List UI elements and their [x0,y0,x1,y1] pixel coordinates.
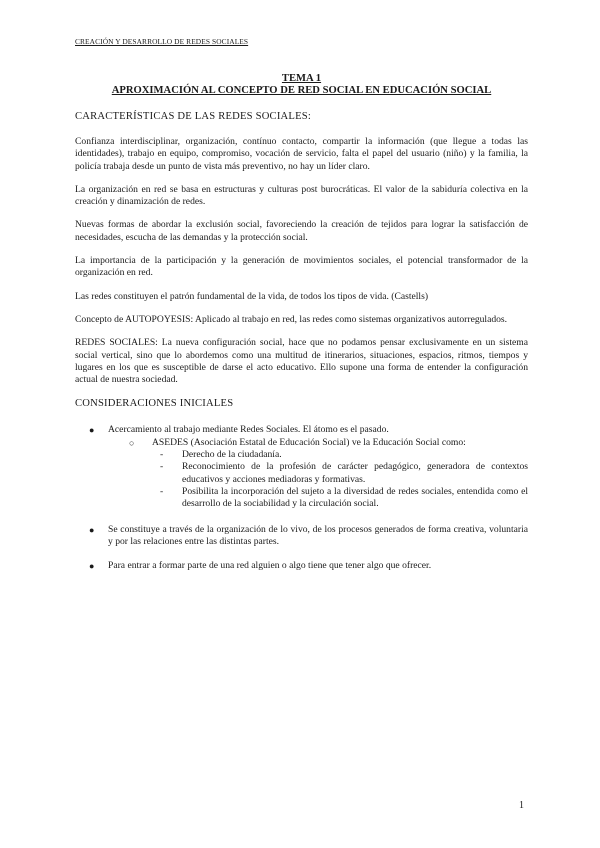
considerations-list [75,424,528,572]
page-number: 1 [519,800,524,811]
paragraph: Confianza interdisciplinar, organización, contínuo contacto, compartir la información (que llegue a todas las identidades), trabajo en equipo, compromiso, vocación de servicio, falta el papel del usuario (niño) y la familia, la policía trabaja desde un punto de vista más preventivo, no hay un líder claro. [75,136,528,172]
paragraph: REDES SOCIALES: La nueva configuración social, hace que no podamos pensar exclusivamente en un sistema social vertical, sino que lo abordemos como una multitud de itinerarios, situaciones, espacios, ritmos, tiempos y lugares en los que es susceptible de darse el acto educativo. Ello supone una forma de entender la configuración actual de nuestra sociedad. [75,337,528,386]
bullet-dot-icon: ● [89,524,95,535]
dash-item-text: Derecho de la ciudadanía. [182,449,282,461]
dash-item [152,486,528,511]
dash-icon: - [160,485,164,497]
paragraph: La organización en red se basa en estructuras y culturas post burocráticas. El valor de la sabiduría colectiva en la creación y dinamización de redes. [75,183,528,208]
page-content [75,73,528,572]
list-item-text: Se constituye a través de la organización de lo vivo, de los procesos generados de forma creativa, voluntaria y por las relaciones entre las distintas partes. [108,523,528,547]
paragraph: La importancia de la participación y la generación de movimientos sociales, el potencial transformador de la organización en red. [75,255,528,279]
dash-list [152,449,528,510]
dash-icon: - [160,461,164,473]
sub-list-item-text: ASEDES (Asociación Estatal de Educación Social) ve la Educación Social como: [152,436,466,448]
circle-bullet-icon: ○ [129,437,135,448]
paragraph: Las redes constituyen el patrón fundamental de la vida, de todos los tipos de vida. (Castells) [75,290,429,302]
paragraph: Concepto de AUTOPOYESIS: Aplicado al trabajo en red, las redes como sistemas organizativos autorregulados. [75,313,508,325]
section-heading-initial-considerations: CONSIDERACIONES INICIALES [75,398,234,410]
topic-title: APROXIMACIÓN AL CONCEPTO DE RED SOCIAL EN EDUCACIÓN SOCIAL [111,85,492,96]
list-item [75,524,528,549]
bullet-dot-icon: ● [89,425,95,436]
running-header: CREACIÓN Y DESARROLLO DE REDES SOCIALES [75,37,249,46]
dash-item-text: Posibilita la incorporación del sujeto a la diversidad de redes sociales, entendida como el desarrollo de la sociabilidad y la circulación social. [182,485,528,510]
list-item-text: Acercamiento al trabajo mediante Redes Sociales. El átomo es el pasado. [108,424,389,436]
list-item [75,560,528,572]
topic-number: TEMA 1 [281,73,322,84]
dash-item [152,449,528,461]
list-item [75,424,528,510]
title-block [75,73,528,97]
dash-icon: - [160,449,164,461]
sub-list [108,437,528,511]
dash-item-text: Reconocimiento de la profesión de carácter pedagógico, generadora de contextos educativos y acciones mediadoras y formativas. [182,461,528,485]
bullet-dot-icon: ● [89,561,95,572]
paragraph: Nuevas formas de abordar la exclusión social, favoreciendo la creación de tejidos para lograr la satisfacción de necesidades, escucha de las demandas y la protección social. [75,219,528,243]
section-heading-characteristics: CARACTERÍSTICAS DE LAS REDES SOCIALES: [75,111,311,122]
dash-item [152,461,528,486]
sub-list-item [108,437,528,511]
list-item-text: Para entrar a formar parte de una red alguien o algo tiene que tener algo que ofrecer. [108,560,432,572]
